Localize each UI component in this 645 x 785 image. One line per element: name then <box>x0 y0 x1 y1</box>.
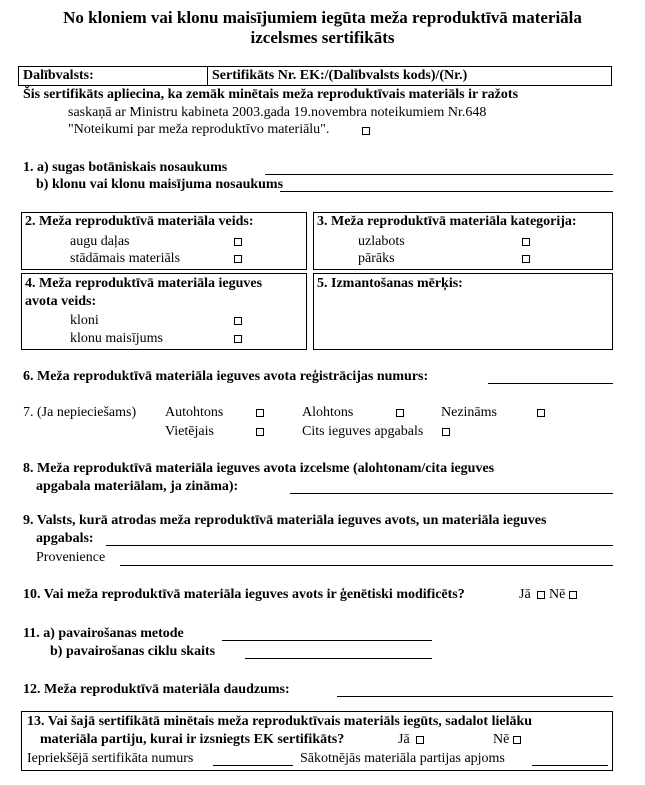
q3-label: 3. Meža reproduktīvā materiāla kategorija: <box>317 214 577 229</box>
q7-local-checkbox[interactable] <box>256 428 264 436</box>
q7-unknown-checkbox[interactable] <box>537 409 545 417</box>
q3-option-improved: uzlabots <box>358 234 405 249</box>
q9-provenance-label: Provenience <box>36 550 106 565</box>
q2-plant-parts-checkbox[interactable] <box>234 238 242 246</box>
q10-yes-checkbox[interactable] <box>537 591 545 599</box>
q4-option-clonal-mixture: klonu maisījums <box>70 331 163 346</box>
q2-option-plant-parts: augu daļas <box>70 234 130 249</box>
q4-option-clones: kloni <box>70 313 99 328</box>
document-title-line2: izcelsmes sertifikāts <box>250 28 395 47</box>
q2-option-planting-stock: stādāmais materiāls <box>70 251 181 266</box>
q7-unknown-label: Nezināms <box>441 405 497 420</box>
q1b-label: b) klonu vai klonu maisījuma nosaukums <box>36 177 284 192</box>
q5-label: 5. Izmantošanas mērķis: <box>317 276 463 291</box>
q11a-label: 11. a) pavairošanas metode <box>23 626 184 641</box>
q13-previous-certificate-field[interactable] <box>213 765 293 766</box>
q13-label-line1: 13. Vai šajā sertifikātā minētais meža reproduktīvais materiāls iegūts, sadalot lielāku <box>27 714 533 729</box>
intro-line2: saskaņā ar Ministru kabineta 2003.gada 19.novembra noteikumiem Nr.648 <box>68 105 487 120</box>
q8-label-line2: apgabala materiālam, ja zināma): <box>36 479 239 494</box>
q7-other-region-checkbox[interactable] <box>442 428 450 436</box>
q7-label: 7. (Ja nepieciešams) <box>23 405 137 420</box>
intro-line3: "Noteikumi par meža reproduktīvo materiālu". <box>68 122 330 137</box>
certificate-number-label: Sertifikāts Nr. EK:/(Dalībvalsts kods)/(Nr.) <box>212 68 468 83</box>
q7-local-label: Vietējais <box>165 424 214 439</box>
q6-field[interactable] <box>488 383 613 384</box>
q1b-field[interactable] <box>280 191 613 192</box>
q12-field[interactable] <box>337 696 613 697</box>
q13-label-line2: materiāla partiju, kurai ir izsniegts EK sertifikāts? <box>40 732 345 747</box>
q8-field[interactable] <box>290 493 613 494</box>
q9-label-line1: 9. Valsts, kurā atrodas meža reproduktīvā materiāla ieguves avots, un materiāla ieguves <box>23 513 547 528</box>
q9-provenance-field[interactable] <box>120 565 613 566</box>
q8-label-line1: 8. Meža reproduktīvā materiāla ieguves avota izcelsme (alohtonam/cita ieguves <box>23 461 495 476</box>
q4-label-line2: avota veids: <box>25 294 97 309</box>
q7-allochthonous-checkbox[interactable] <box>396 409 404 417</box>
q10-no-label: Nē <box>549 587 566 602</box>
q13-yes-label: Jā <box>398 732 410 747</box>
q1a-field[interactable] <box>265 174 613 175</box>
q7-autochthonous-checkbox[interactable] <box>256 409 264 417</box>
q3-improved-checkbox[interactable] <box>522 238 530 246</box>
q7-autochthonous-label: Autohtons <box>165 405 224 420</box>
q10-no-checkbox[interactable] <box>569 591 577 599</box>
q3-option-superior: pārāks <box>358 251 395 266</box>
q13-original-quantity-field[interactable] <box>532 765 608 766</box>
intro-checkbox[interactable] <box>362 127 370 135</box>
q2-planting-stock-checkbox[interactable] <box>234 255 242 263</box>
header-divider <box>207 66 208 86</box>
member-state-label: Dalībvalsts: <box>23 68 94 83</box>
q6-label: 6. Meža reproduktīvā materiāla ieguves avota reģistrācijas numurs: <box>23 369 429 384</box>
q10-yes-label: Jā <box>519 587 531 602</box>
q2-label: 2. Meža reproduktīvā materiāla veids: <box>25 214 254 229</box>
q4-clonal-mixture-checkbox[interactable] <box>234 335 242 343</box>
q7-allochthonous-label: Alohtons <box>302 405 354 420</box>
q9-region-field[interactable] <box>106 545 613 546</box>
q4-label-line1: 4. Meža reproduktīvā materiāla ieguves <box>25 276 263 291</box>
q12-label: 12. Meža reproduktīvā materiāla daudzums: <box>23 682 290 697</box>
q10-label: 10. Vai meža reproduktīvā materiāla ieguves avots ir ģenētiski modificēts? <box>23 587 465 602</box>
q13-previous-certificate-label: Iepriekšējā sertifikāta numurs <box>27 751 194 766</box>
q11a-field[interactable] <box>222 640 432 641</box>
intro-line1: Šis sertifikāts apliecina, ka zemāk minētais meža reproduktīvais materiāls ir ražots <box>23 87 519 102</box>
q1a-label: 1. a) sugas botāniskais nosaukums <box>23 160 228 175</box>
q13-no-checkbox[interactable] <box>513 736 521 744</box>
q4-clones-checkbox[interactable] <box>234 317 242 325</box>
document-title-line1: No kloniem vai klonu maisījumiem iegūta meža reproduktīvā materiāla <box>63 8 582 27</box>
q3-superior-checkbox[interactable] <box>522 255 530 263</box>
q11b-label: b) pavairošanas ciklu skaits <box>50 644 216 659</box>
q9-label-line2: apgabals: <box>36 531 94 546</box>
q13-no-label: Nē <box>493 732 510 747</box>
q7-other-region-label: Cits ieguves apgabals <box>302 424 424 439</box>
q13-yes-checkbox[interactable] <box>416 736 424 744</box>
q11b-field[interactable] <box>245 658 432 659</box>
q13-original-quantity-label: Sākotnējās materiāla partijas apjoms <box>300 751 505 766</box>
